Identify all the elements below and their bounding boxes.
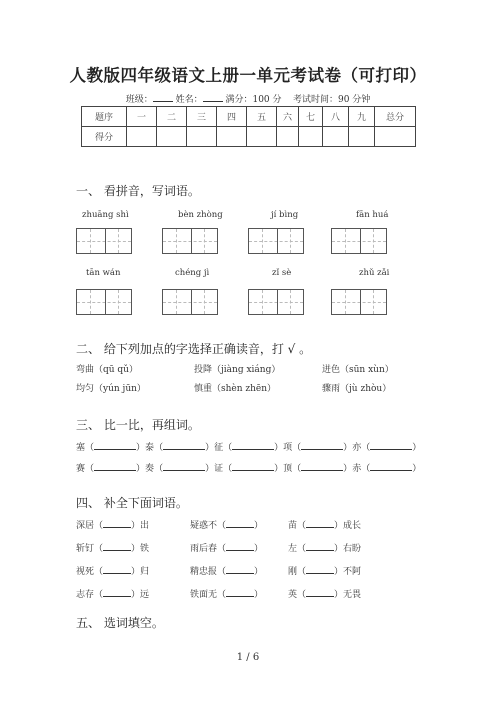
writing-grid[interactable] [162,228,218,254]
pinyin-label: zhǔ zǎi [359,268,390,278]
writing-grid[interactable] [162,289,218,315]
answer-blank[interactable] [103,519,131,528]
answer-blank[interactable] [94,441,136,450]
reading-choice-item[interactable]: 均匀（yún jūn） [76,384,146,394]
answer-blank[interactable] [306,542,334,551]
compare-char: 奏 [145,464,155,474]
pinyin-label: jí bìng [271,210,299,220]
idiom-suffix: ）成长 [334,521,362,531]
answer-blank[interactable] [163,441,205,450]
writing-grid[interactable] [331,289,387,315]
compare-char: 亦 [352,443,362,453]
answer-blank[interactable] [226,565,254,574]
idiom-suffix: ）右盼 [334,544,362,554]
answer-blank[interactable] [232,441,274,450]
compare-char: 征 [214,443,224,453]
compare-char: 顶 [283,464,293,474]
answer-blank[interactable] [301,462,343,471]
compare-char: 塞 [76,443,86,453]
score-header-cell: 七 [299,107,323,127]
idiom-suffix: ） [254,567,264,577]
idiom-prefix: 精忠报（ [190,567,227,577]
answer-blank[interactable] [103,565,131,574]
answer-blank[interactable] [306,565,334,574]
score-header-cell: 总分 [375,107,416,127]
score-header-cell: 一 [127,107,157,127]
score-header-cell: 九 [349,107,375,127]
pinyin-label: chéng jì [175,268,210,278]
answer-blank[interactable] [226,519,254,528]
answer-blank[interactable] [306,588,334,597]
idiom-suffix: ）不阿 [334,567,362,577]
name-label: 姓名： [175,95,203,105]
score-header-cell: 三 [187,107,217,127]
score-cell[interactable] [349,127,375,147]
writing-grid[interactable] [76,289,132,315]
section5-heading: 五、 选词填空。 [76,616,164,630]
idiom-prefix: 斩钉（ [76,544,104,554]
answer-blank[interactable] [103,588,131,597]
reading-choice-item[interactable]: 投降（jiàng xiáng） [194,365,281,375]
idiom-item [190,541,263,554]
idiom-item [76,541,149,554]
idiom-item [76,518,149,531]
score-table [81,106,416,147]
idiom-prefix: 深居（ [76,521,104,531]
idiom-item [190,564,263,577]
answer-blank[interactable] [232,462,274,471]
idiom-suffix: ） [254,590,264,600]
idiom-suffix: ）归 [131,567,150,577]
compare-row-2: 赛（ ）奏（ ）证（ ）顶（ ）赤（ ） [76,464,422,474]
idiom-prefix: 刚（ [288,567,307,577]
full-score: 满分：100 分 [225,95,282,105]
score-cell[interactable] [187,127,217,147]
pinyin-label: fān huá [356,210,389,220]
exam-time: 考试时间：90 分钟 [292,95,371,105]
page-number: 1 / 6 [236,652,260,663]
score-row-label: 得分 [82,127,127,147]
reading-choice-item[interactable]: 迸色（sūn xùn） [322,365,394,375]
answer-blank[interactable] [370,441,412,450]
idiom-item [288,541,361,554]
writing-grid[interactable] [76,228,132,254]
writing-grid[interactable] [248,289,304,315]
idiom-prefix: 雨后春（ [190,544,227,554]
idiom-suffix: ） [254,521,264,531]
pinyin-label: bèn zhòng [178,210,223,220]
exam-info-line [0,92,496,105]
score-header-cell: 四 [217,107,247,127]
answer-blank[interactable] [103,542,131,551]
idiom-prefix: 英（ [288,590,307,600]
answer-blank[interactable] [163,462,205,471]
answer-blank[interactable] [301,441,343,450]
score-cell[interactable] [375,127,416,147]
idiom-item [288,564,361,577]
answer-blank[interactable] [226,588,254,597]
section4-heading: 四、 补全下面词语。 [76,496,188,510]
idiom-suffix: ）远 [131,590,150,600]
compare-char: 赤 [352,464,362,474]
exam-title: 人教版四年级语文上册一单元考试卷（可打印） [69,66,427,85]
reading-choice-item[interactable]: 弯曲（qū qǔ） [76,365,138,375]
score-cell[interactable] [217,127,247,147]
score-cell[interactable] [277,127,299,147]
writing-grid[interactable] [331,228,387,254]
score-cell[interactable] [299,127,323,147]
class-blank [153,93,173,102]
idiom-item [76,587,149,600]
pinyin-label: zhuāng shì [82,210,129,220]
name-blank [203,93,223,102]
compare-char: 泰 [145,443,155,453]
section1-heading: 一、 看拼音，写词语。 [76,184,200,198]
score-table-header-row [82,107,416,127]
score-cell[interactable] [323,127,349,147]
idiom-prefix: 苗（ [288,521,307,531]
pinyin-label: tān wán [86,268,121,278]
idiom-item [190,518,263,531]
score-header-cell: 六 [277,107,299,127]
score-header-cell: 题序 [82,107,127,127]
idiom-prefix: 视死（ [76,567,104,577]
idiom-suffix: ） [254,544,264,554]
score-header-cell: 五 [247,107,277,127]
idiom-prefix: 志存（ [76,590,104,600]
idiom-suffix: ）无畏 [334,590,362,600]
idiom-item [190,587,263,600]
idiom-item [288,587,361,600]
answer-blank[interactable] [306,519,334,528]
score-cell[interactable] [127,127,157,147]
idiom-prefix: 疑惑不（ [190,521,227,531]
class-label: 班级： [125,95,153,105]
section3-heading: 三、 比一比，再组词。 [76,418,200,432]
score-table-score-row [82,127,416,147]
answer-blank[interactable] [370,462,412,471]
compare-char: 赛 [76,464,86,474]
score-header-cell: 八 [323,107,349,127]
score-cell[interactable] [247,127,277,147]
pinyin-label: zǐ sè [272,268,292,278]
answer-blank[interactable] [226,542,254,551]
compare-char: 证 [214,464,224,474]
idiom-prefix: 铁面无（ [190,590,227,600]
idiom-item [288,518,361,531]
idiom-prefix: 左（ [288,544,307,554]
idiom-suffix: ）出 [131,521,150,531]
idiom-suffix: ）铁 [131,544,150,554]
score-cell[interactable] [157,127,187,147]
compare-char: 项 [283,443,293,453]
writing-grid[interactable] [248,228,304,254]
reading-choice-item[interactable]: 骤雨（jù zhòu） [322,384,392,394]
answer-blank[interactable] [94,462,136,471]
score-header-cell: 二 [157,107,187,127]
idiom-item [76,564,149,577]
compare-row-1: 塞（ ）泰（ ）征（ ）项（ ）亦（ ） [76,443,422,453]
reading-choice-item[interactable]: 慎重（shèn zhēn） [194,384,277,394]
section2-heading: 二、 给下列加点的字选择正确读音，打 √ 。 [76,342,312,356]
